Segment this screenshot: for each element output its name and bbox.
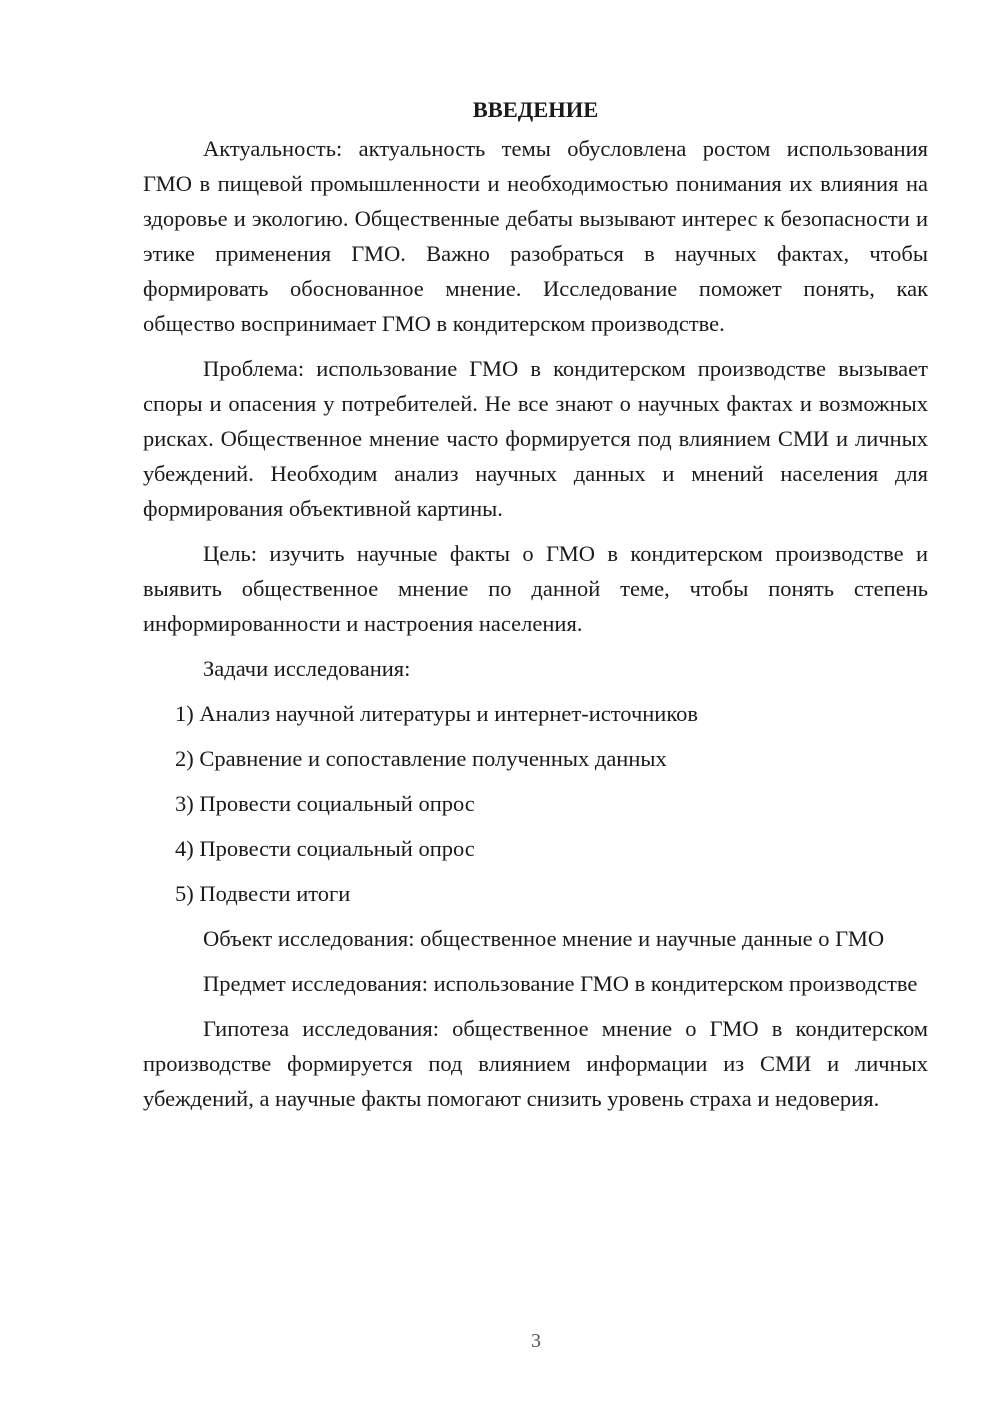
task-item: 5) Подвести итоги xyxy=(175,881,351,906)
task-item: 4) Провести социальный опрос xyxy=(175,836,475,861)
relevance-paragraph: Актуальность: актуальность темы обусловлена ростом использования ГМО в пищевой промышленности и необходимостью понимания их влияния на здоровье и экологию. Общественные дебаты вызывают интерес к безопасности и этике применения ГМО. Важно разобраться в научных фактах, чтобы формировать обоснованное мнение. Исследование поможет понять, как общество воспринимает ГМО в кондитерском производстве. xyxy=(143,136,928,336)
task-item: 2) Сравнение и сопоставление полученных данных xyxy=(175,746,667,771)
subject-paragraph: Предмет исследования: использование ГМО в кондитерском производстве xyxy=(203,971,918,996)
goal-paragraph: Цель: изучить научные факты о ГМО в кондитерском производстве и выявить общественное мнение по данной теме, чтобы понять степень информированности и настроения населения. xyxy=(143,541,928,636)
hypothesis-paragraph: Гипотеза исследования: общественное мнение о ГМО в кондитерском производстве формируется под влиянием информации из СМИ и личных убеждений, а научные факты помогают снизить уровень страха и недоверия. xyxy=(143,1016,928,1111)
page-number: 3 xyxy=(531,1330,541,1352)
tasks-list xyxy=(143,696,928,911)
task-item: 1) Анализ научной литературы и интернет-источников xyxy=(175,701,699,726)
task-item: 3) Провести социальный опрос xyxy=(175,791,475,816)
document-page xyxy=(143,92,928,1126)
tasks-heading: Задачи исследования: xyxy=(203,656,411,681)
section-title: ВВЕДЕНИЕ xyxy=(472,97,599,122)
problem-paragraph: Проблема: использование ГМО в кондитерском производстве вызывает споры и опасения у потребителей. Не все знают о научных фактах и возможных рисках. Общественное мнение часто формируется под влиянием СМИ и личных убеждений. Необходим анализ научных данных и мнений населения для формирования объективной картины. xyxy=(143,356,928,521)
object-paragraph: Объект исследования: общественное мнение и научные данные о ГМО xyxy=(203,926,885,951)
